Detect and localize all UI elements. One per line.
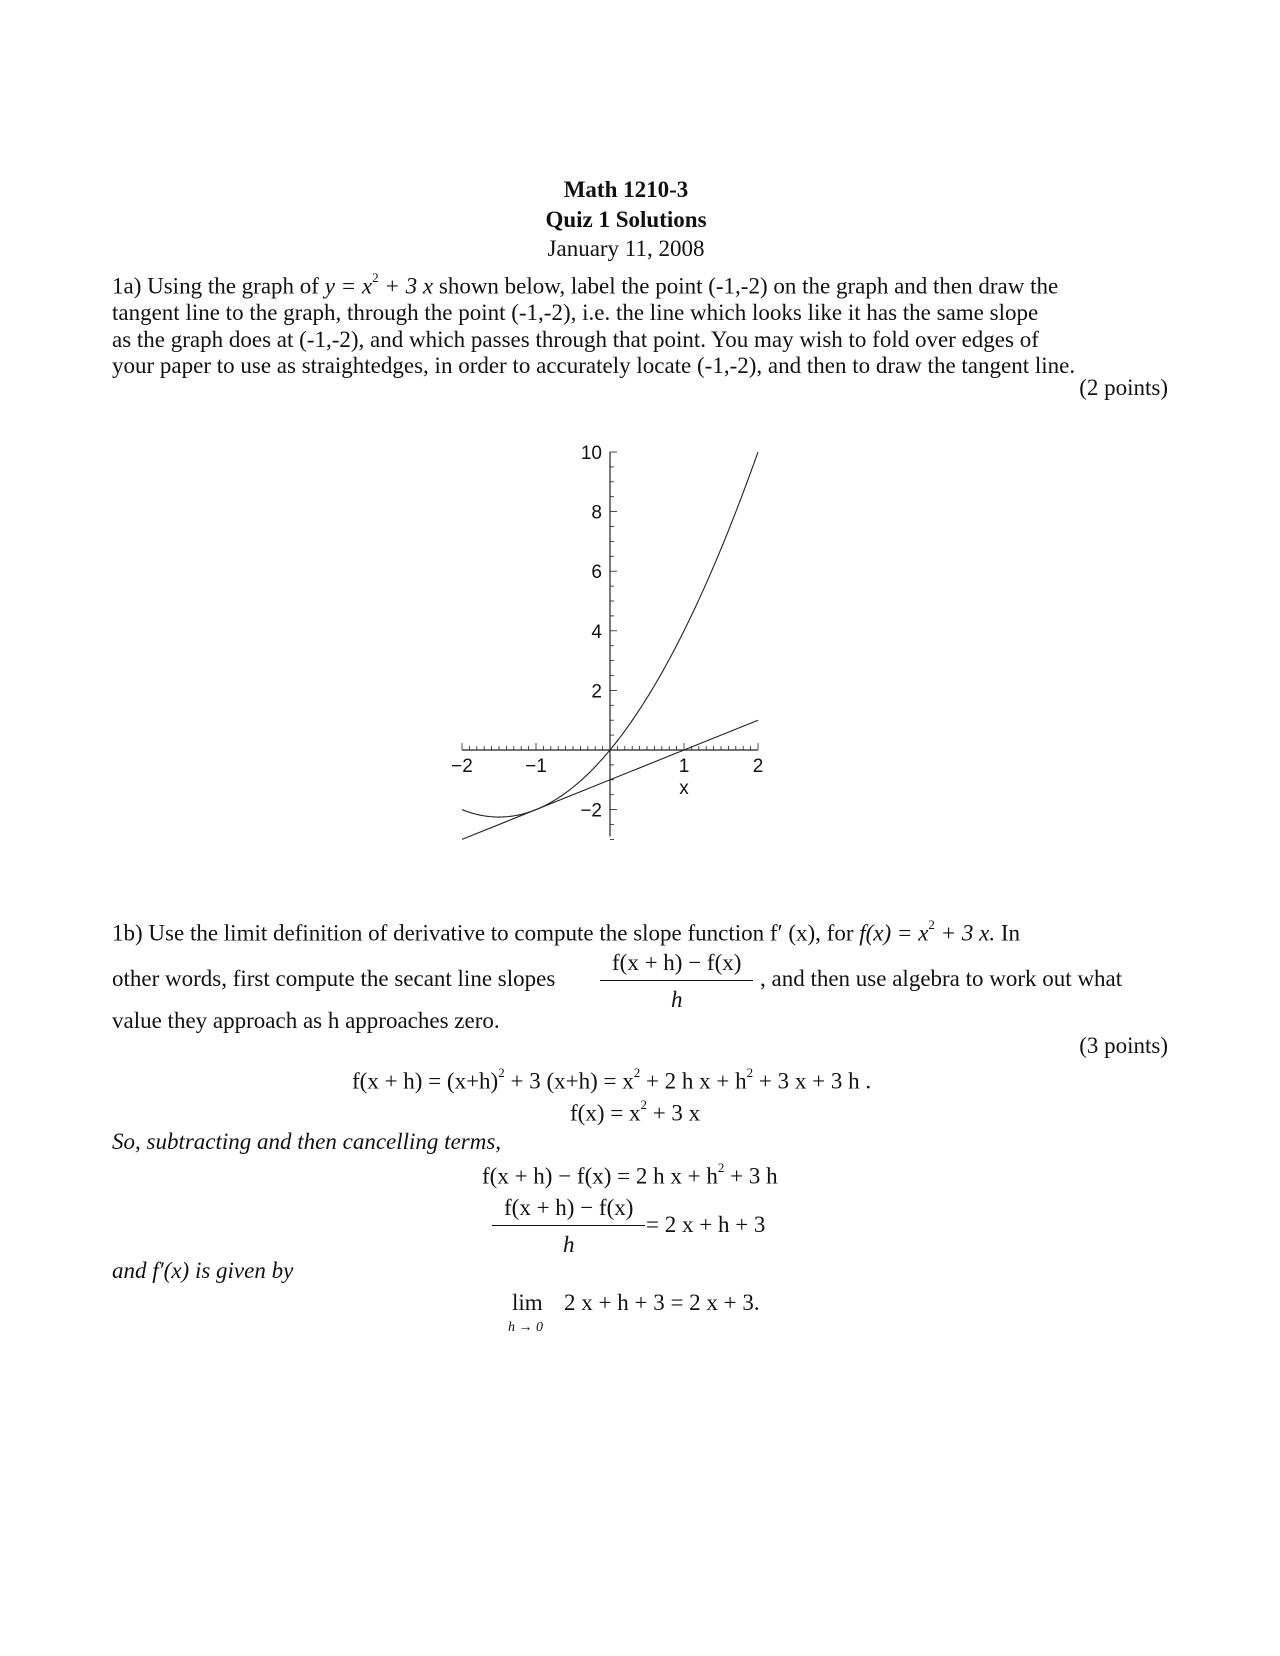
problem-1b-formula-tail: + 3 x.	[940, 920, 996, 946]
secant-fraction	[600, 950, 753, 1013]
eq1-left: f(x + h) = (x+h)	[352, 1068, 499, 1094]
problem-1b-points: (3 points)	[1079, 1033, 1168, 1058]
eq1-exp3: 2	[746, 1065, 754, 1080]
and-text: and f′(x) is given by	[112, 1258, 294, 1283]
problem-1a-line2: tangent line to the graph, through the point (-1,-2), i.e. the line which looks like it has the same slope	[112, 300, 1039, 326]
problem-1a-line3: as the graph does at (-1,-2), and which passes through that point. You may wish to fold over edges of	[112, 326, 1039, 352]
y-tick-label: 10	[580, 443, 602, 464]
x-axis-label: x	[679, 778, 689, 799]
dq-numerator: f(x + h) − f(x)	[492, 1195, 645, 1226]
parabola-chart	[420, 440, 820, 900]
difference-quotient-fraction	[492, 1195, 645, 1258]
problem-1b-label: 1b)	[112, 920, 143, 946]
quiz-title: Quiz 1 Solutions	[545, 207, 707, 232]
lim-expression: 2 x + h + 3 = 2 x + 3.	[564, 1290, 760, 1315]
problem-1a-points: (2 points)	[1079, 375, 1168, 400]
y-tick-label: 2	[591, 681, 602, 703]
formula-exponent: 2	[372, 270, 379, 285]
y-tick-label: −2	[580, 800, 602, 822]
problem-1a-line4: your paper to use as straightedges, in order to accurately locate (-1,-2), and then to draw the tangent line.	[112, 353, 1076, 379]
eq1-mid2: + 2 h x + h	[645, 1068, 747, 1094]
problem-1b-line2-end: , and then use algebra to work out what	[760, 966, 1123, 991]
so-text: So, subtracting and then cancelling terms,	[112, 1129, 502, 1154]
dq-rhs: = 2 x + h + 3	[646, 1212, 766, 1237]
eq3-end: + 3 h	[730, 1163, 778, 1189]
problem-1b-line1	[112, 915, 1020, 947]
eq1-exp1: 2	[498, 1065, 505, 1080]
eq1-exp2: 2	[633, 1065, 641, 1080]
quiz-date: January 11, 2008	[547, 236, 705, 261]
eq2-exp: 2	[640, 1097, 647, 1112]
problem-1a-line1-rest: shown below, label the point (-1,-2) on the graph and then draw the	[438, 273, 1059, 299]
problem-1a-intro: Using the graph of	[147, 273, 319, 299]
eq1-end: + 3 x + 3 h .	[758, 1068, 872, 1094]
formula-tail: + 3 x	[384, 273, 434, 299]
y-tick-label: 4	[591, 621, 602, 643]
equation-fxh	[352, 1065, 872, 1095]
course-title: Math 1210-3	[563, 177, 689, 202]
problem-1a-label: 1a)	[112, 273, 142, 299]
problem-1b-line3: value they approach as h approaches zero.	[112, 1008, 500, 1033]
y-tick-label: 6	[591, 562, 602, 584]
x-tick-label: −1	[525, 756, 547, 777]
eq2: f(x) = x	[570, 1100, 641, 1126]
dq-denominator: h	[562, 1232, 575, 1257]
x-tick-label: −2	[451, 756, 473, 777]
lim-word: lim	[512, 1290, 543, 1315]
eq1-mid: + 3 (x+h) = x	[510, 1068, 634, 1094]
formula-y: y = x	[324, 273, 373, 299]
problem-1b-exp: 2	[928, 917, 935, 932]
lim-subscript: h → 0	[508, 1320, 543, 1335]
problem-1a	[112, 268, 1172, 380]
problem-1b-formula: f(x) = x	[859, 920, 929, 946]
y-tick-label: 8	[591, 502, 602, 524]
x-tick-label: 1	[678, 756, 690, 777]
x-tick-label: 2	[752, 756, 764, 777]
problem-1b-text1: Use the limit definition of derivative to compute the slope function f′ (x), for	[148, 920, 854, 946]
eq3-exp: 2	[717, 1160, 725, 1175]
problem-1b-line2-text: other words, first compute the secant line slopes	[112, 966, 556, 991]
eq2-end: + 3 x	[652, 1100, 701, 1126]
problem-1b-in: In	[1000, 920, 1021, 946]
secant-denominator: h	[670, 987, 683, 1012]
equation-difference	[482, 1160, 778, 1190]
equation-fx	[570, 1097, 701, 1127]
eq3: f(x + h) − f(x) = 2 h x + h	[482, 1163, 718, 1189]
secant-numerator: f(x + h) − f(x)	[600, 950, 753, 981]
